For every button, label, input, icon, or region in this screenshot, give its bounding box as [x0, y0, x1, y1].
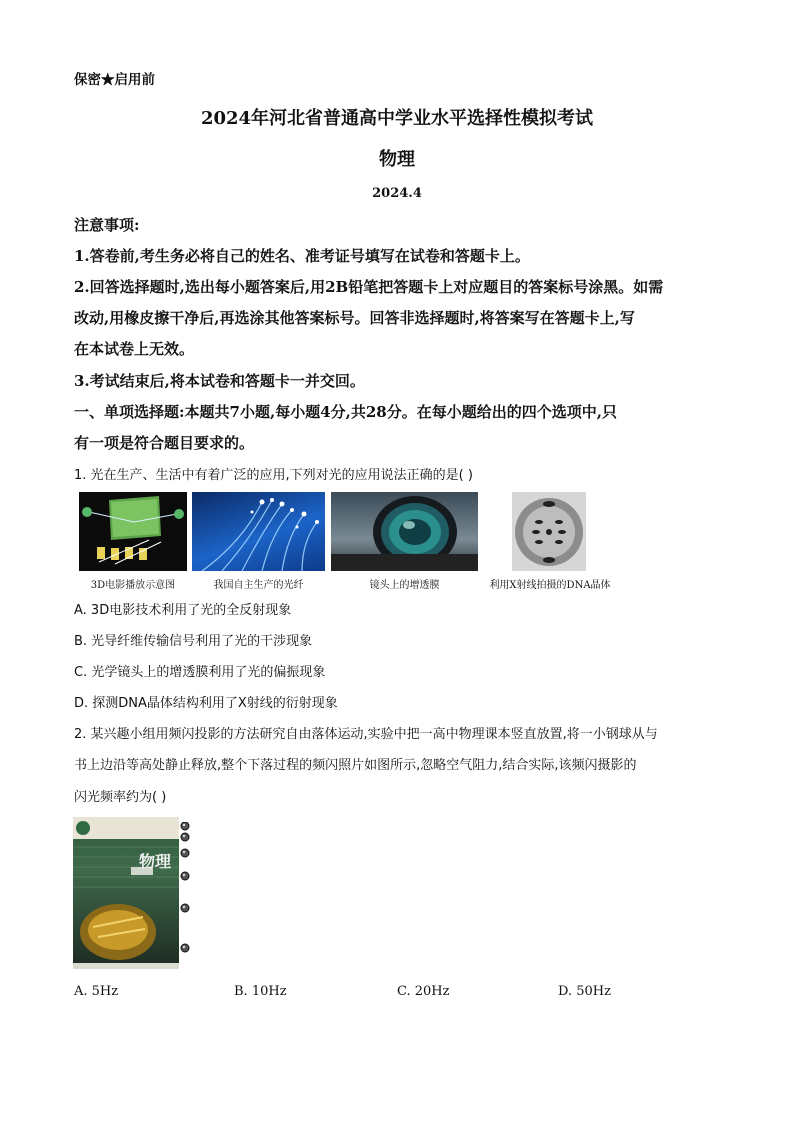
- subject-title: 物理: [379, 149, 415, 170]
- notice-heading: 注意事项:: [74, 216, 140, 234]
- q1-option-a: A. 3D电影技术利用了光的全反射现象: [74, 603, 292, 618]
- optical-fiber-image: [192, 492, 325, 571]
- 3d-cinema-diagram-image: [79, 492, 187, 571]
- q2-stem-line-2: 书上边沿等高处静止释放,整个下落过程的频闪照片如图所示,忽略空气阻力,结合实际,该频闪摄影的: [74, 758, 637, 773]
- section-heading-line-2: 有一项是符合题目要求的。: [74, 434, 255, 452]
- strobe-ball-sequence: [178, 822, 192, 977]
- exam-date: 2024.4: [372, 186, 422, 201]
- notice-item-3: 3.考试结束后,将本试卷和答题卡一并交回。: [74, 372, 365, 390]
- q2-stem-line-3: 闪光频率约为( ): [74, 790, 167, 805]
- q1-option-c: C. 光学镜头上的增透膜利用了光的偏振现象: [74, 665, 326, 680]
- q2-option-b: B. 10Hz: [234, 984, 287, 999]
- caption-lens-coating: 镜头上的增透膜: [369, 580, 440, 591]
- q2-option-d: D. 50Hz: [558, 984, 611, 999]
- caption-dna-crystal: 利用X射线拍摄的DNA晶体: [489, 580, 611, 591]
- notice-item-2-line-1: 2.回答选择题时,选出每小题答案后,用2B铅笔把答题卡上对应题目的答案标号涂黑。如需: [74, 278, 664, 296]
- notice-item-2-line-2: 改动,用橡皮擦干净后,再选涂其他答案标号。回答非选择题时,将答案写在答题卡上,写: [74, 309, 635, 327]
- q1-stem: 1. 光在生产、生活中有着广泛的应用,下列对光的应用说法正确的是( ): [74, 468, 473, 483]
- dna-xray-image: [512, 492, 586, 571]
- notice-item-1: 1.答卷前,考生务必将自己的姓名、准考证号填写在试卷和答题卡上。: [74, 247, 530, 265]
- notice-item-2-line-3: 在本试卷上无效。: [74, 340, 195, 358]
- q2-option-c: C. 20Hz: [397, 984, 450, 999]
- exam-title: 2024年河北省普通高中学业水平选择性模拟考试: [200, 108, 594, 129]
- confidential-mark: 保密★启用前: [74, 72, 155, 88]
- q2-stem-line-1: 2. 某兴趣小组用频闪投影的方法研究自由落体运动,实验中把一高中物理课本竖直放置,将一小钢球从与: [74, 727, 658, 742]
- lens-coating-image: [331, 492, 478, 571]
- caption-3d-cinema: 3D电影播放示意图: [90, 580, 176, 591]
- q1-option-d: D. 探测DNA晶体结构利用了X射线的衍射现象: [74, 696, 338, 711]
- q1-option-b: B. 光导纤维传输信号利用了光的干涉现象: [74, 634, 313, 649]
- physics-textbook-image: [73, 817, 179, 969]
- q2-option-a: A. 5Hz: [74, 984, 119, 999]
- section-heading-line-1: 一、单项选择题:本题共7小题,每小题4分,共28分。在每小题给出的四个选项中,只: [74, 403, 617, 421]
- caption-optical-fiber: 我国自主生产的光纤: [213, 580, 304, 591]
- book-cover-title: 物理: [139, 852, 172, 871]
